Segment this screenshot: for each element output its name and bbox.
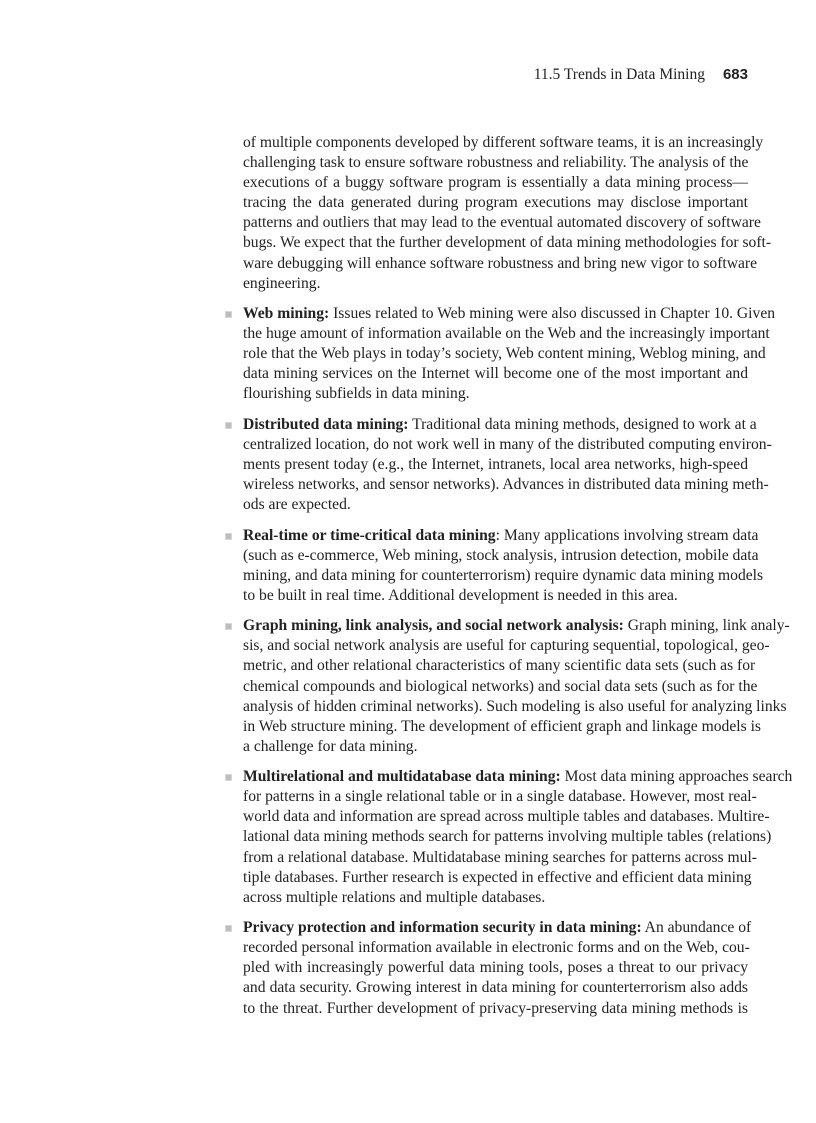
list-item	[243, 415, 772, 515]
text-line: in Web structure mining. The development of efficient graph and linkage models is	[243, 717, 761, 735]
bullet-square-icon	[225, 774, 232, 781]
section-title: 11.5 Trends in Data Mining	[533, 66, 705, 83]
text-line: world data and information are spread across multiple tables and databases. Multire-	[243, 808, 770, 826]
text-line	[243, 415, 757, 435]
text-line: flourishing subfields in data mining.	[243, 385, 470, 403]
item-lead: Graph mining, link analysis, and social network analysis:	[243, 617, 624, 635]
text-line: of multiple components developed by different software teams, it is an increasingly	[243, 134, 764, 151]
text-line: from a relational database. Multidatabase mining searches for patterns across mul-	[243, 848, 757, 866]
text-line	[243, 918, 752, 938]
text-line	[243, 767, 793, 787]
text-line	[243, 304, 776, 324]
page-number: 683	[722, 66, 748, 83]
list-item	[243, 526, 764, 606]
item-lead: Privacy protection and information security in data mining:	[243, 919, 642, 937]
item-lead: Real-time or time-critical data mining	[243, 526, 496, 544]
body-text	[243, 133, 793, 1029]
text-line: role that the Web plays in today’s society, Web content mining, Weblog mining, and	[243, 345, 766, 363]
item-lead: Distributed data mining:	[243, 415, 409, 433]
text-line: bugs. We expect that the further development of data mining methodologies for soft-	[243, 234, 772, 252]
list-item	[243, 918, 752, 1018]
intro-paragraph	[243, 133, 772, 294]
text-line: to be built in real time. Additional development is needed in this area.	[243, 586, 678, 604]
item-text: Graph mining, link analy-	[623, 617, 790, 635]
text-line: (such as e-commerce, Web mining, stock analysis, intrusion detection, mobile data	[243, 546, 759, 564]
text-line: executions of a buggy software program is essentially a data mining process—	[243, 174, 748, 192]
text-line: patterns and outliers that may lead to the eventual automated discovery of software	[243, 214, 761, 232]
text-line: across multiple relations and multiple databases.	[243, 888, 546, 906]
bullet-square-icon	[225, 925, 232, 932]
text-line: lational data mining methods search for patterns involving multiple tables (relations)	[243, 828, 772, 846]
bullet-list	[243, 304, 793, 1019]
text-line: wireless networks, and sensor networks). Advances in distributed data mining meth-	[243, 476, 769, 494]
item-text: Traditional data mining methods, designed to work at a	[408, 415, 757, 433]
text-line: to the threat. Further development of privacy-preserving data mining methods is	[243, 999, 748, 1017]
text-line: recorded personal information available in electronic forms and on the Web, cou-	[243, 939, 750, 957]
item-lead: Multirelational and multidatabase data mining:	[243, 768, 561, 786]
text-line: a challenge for data mining.	[243, 737, 418, 755]
text-line: pled with increasingly powerful data mining tools, poses a threat to our privacy	[243, 959, 748, 977]
bullet-square-icon	[225, 422, 232, 429]
text-line: mining, and data mining for counterterrorism) require dynamic data mining models	[243, 566, 764, 584]
list-item	[243, 616, 790, 757]
text-line: challenging task to ensure software robustness and reliability. The analysis of the	[243, 154, 749, 172]
text-line	[243, 526, 759, 546]
text-line	[243, 616, 790, 636]
text-line: analysis of hidden criminal networks). Such modeling is also useful for analyzing links	[243, 697, 787, 715]
running-header	[534, 66, 748, 84]
text-line: data mining services on the Internet will become one of the most important and	[243, 365, 748, 383]
item-text: Most data mining approaches search	[560, 768, 793, 786]
bullet-square-icon	[225, 623, 232, 630]
item-text: An abundance of	[641, 919, 752, 937]
text-line: chemical compounds and biological networks) and social data sets (such as for the	[243, 677, 758, 695]
bullet-square-icon	[225, 533, 232, 540]
list-item	[243, 767, 793, 908]
text-line: metric, and other relational characteristics of many scientific data sets (such as for	[243, 657, 756, 675]
item-text: : Many applications involving stream data	[495, 526, 759, 544]
text-line: tiple databases. Further research is expected in effective and efficient data mining	[243, 868, 752, 886]
text-line: tracing the data generated during program executions may disclose important	[243, 194, 748, 212]
item-text: Issues related to Web mining were also discussed in Chapter 10. Given	[329, 305, 776, 323]
text-line: for patterns in a single relational table or in a single database. However, most real-	[243, 788, 757, 806]
list-item	[243, 304, 776, 404]
text-line: sis, and social network analysis are useful for capturing sequential, topological, geo-	[243, 637, 770, 655]
text-line: ware debugging will enhance software robustness and bring new vigor to software	[243, 254, 758, 272]
text-line: engineering.	[243, 274, 321, 292]
item-lead: Web mining:	[243, 305, 330, 323]
text-line: the huge amount of information available on the Web and the increasingly important	[243, 325, 770, 343]
text-line: ments present today (e.g., the Internet, intranets, local area networks, high-speed	[243, 456, 748, 473]
text-line: ods are expected.	[243, 496, 351, 514]
text-line: and data security. Growing interest in data mining for counterterrorism also adds	[243, 979, 748, 997]
bullet-square-icon	[225, 311, 232, 318]
text-line: centralized location, do not work well in many of the distributed computing environ-	[243, 435, 772, 453]
